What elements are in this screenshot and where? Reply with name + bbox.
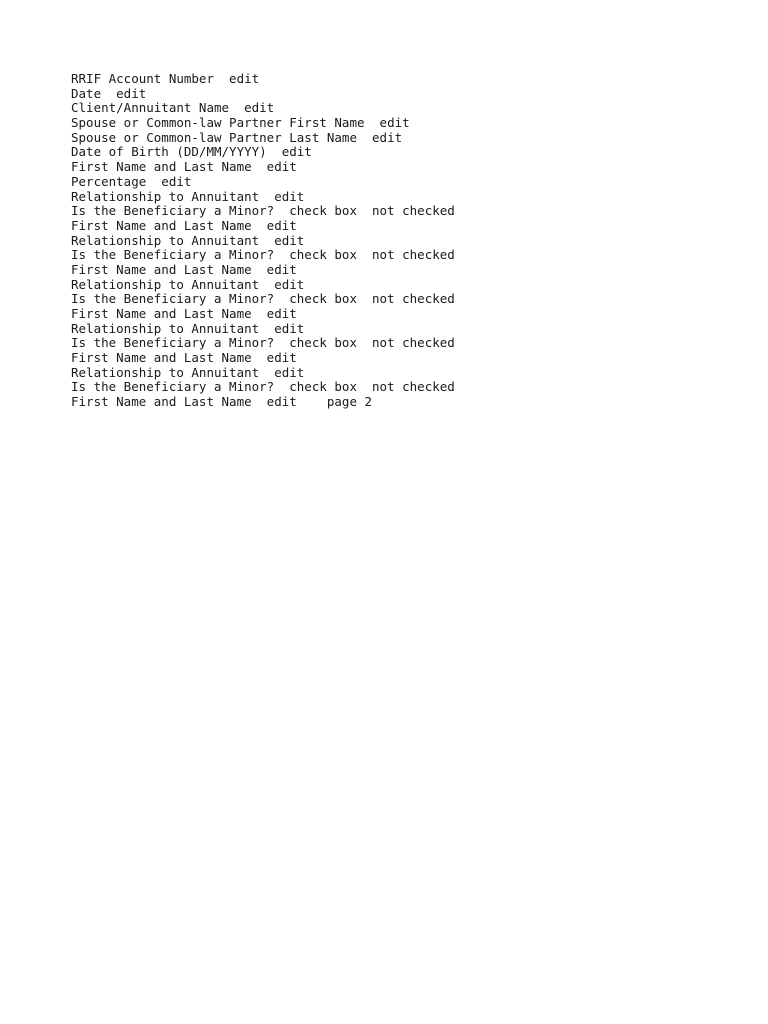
field-beneficiary-1-minor-checkbox: Is the Beneficiary a Minor? check box not checked — [71, 203, 455, 219]
field-beneficiary-3-minor-checkbox: Is the Beneficiary a Minor? check box not checked — [71, 291, 455, 307]
field-beneficiary-2-relationship: Relationship to Annuitant edit — [71, 232, 305, 248]
field-beneficiary-5-relationship: Relationship to Annuitant edit — [71, 364, 305, 380]
field-beneficiary-6-name-page-2: First Name and Last Name edit page 2 — [71, 394, 373, 410]
field-spouse-last-name: Spouse or Common-law Partner Last Name edit — [71, 129, 403, 145]
field-beneficiary-4-relationship: Relationship to Annuitant edit — [71, 320, 305, 336]
field-date-of-birth: Date of Birth (DD/MM/YYYY) edit — [71, 144, 312, 160]
field-client-annuitant-name: Client/Annuitant Name edit — [71, 100, 275, 116]
field-beneficiary-4-name: First Name and Last Name edit — [71, 306, 297, 321]
field-beneficiary-3-relationship: Relationship to Annuitant edit — [71, 276, 305, 292]
field-beneficiary-3-name: First Name and Last Name edit — [71, 261, 297, 277]
document-page — [71, 72, 751, 410]
field-beneficiary-1-name: First Name and Last Name edit — [71, 159, 297, 175]
field-spouse-first-name: Spouse or Common-law Partner First Name edit — [71, 115, 410, 131]
field-beneficiary-5-minor-checkbox: Is the Beneficiary a Minor? check box not checked — [71, 379, 455, 395]
field-beneficiary-4-minor-checkbox: Is the Beneficiary a Minor? check box not checked — [71, 335, 455, 351]
field-date: Date edit — [71, 85, 147, 101]
field-beneficiary-5-name: First Name and Last Name edit — [71, 350, 297, 366]
field-beneficiary-2-minor-checkbox: Is the Beneficiary a Minor? check box not checked — [71, 247, 455, 263]
field-beneficiary-1-percentage: Percentage edit — [71, 173, 192, 189]
field-rrif-account-number: RRIF Account Number edit — [71, 71, 260, 86]
field-beneficiary-2-name: First Name and Last Name edit — [71, 217, 297, 233]
field-beneficiary-1-relationship: Relationship to Annuitant edit — [71, 188, 305, 204]
